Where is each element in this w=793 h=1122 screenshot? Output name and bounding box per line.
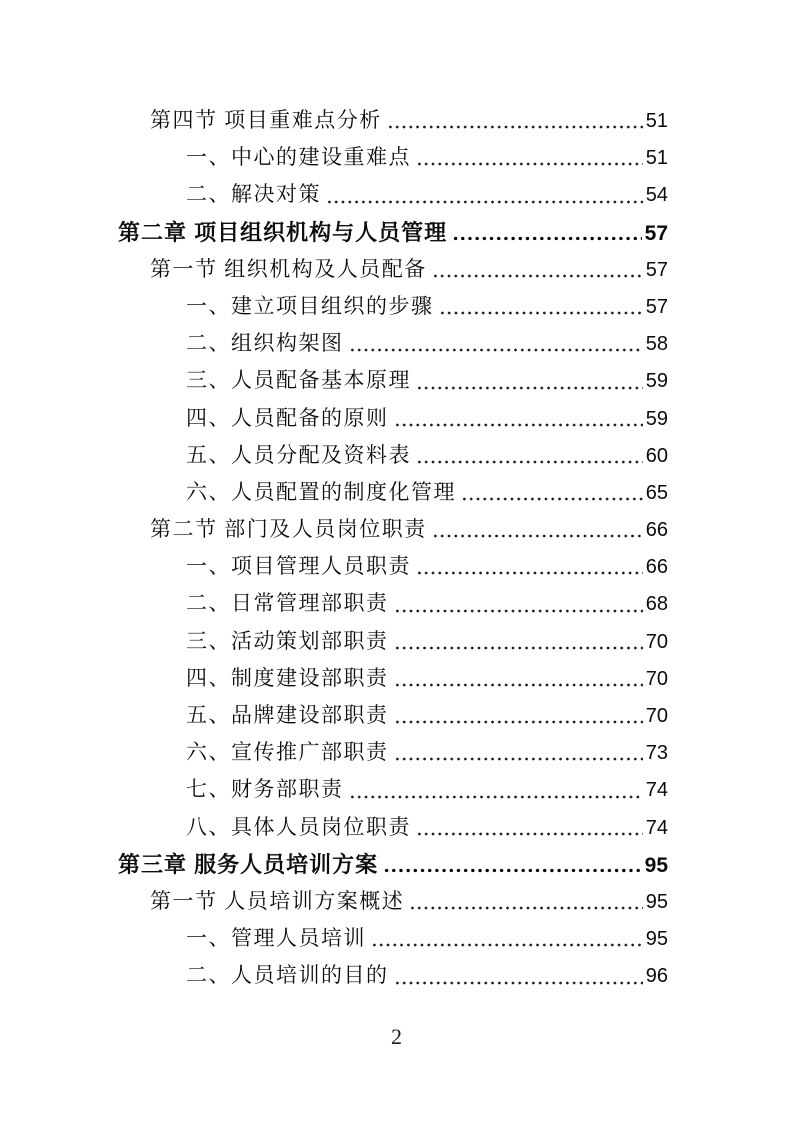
toc-entry-label: 四、人员配备的原则 xyxy=(186,405,389,430)
toc-entry-item[interactable] xyxy=(118,623,668,660)
dot-leader xyxy=(416,548,643,585)
dot-leader xyxy=(416,362,643,399)
dot-leader xyxy=(416,139,643,176)
dot-leader xyxy=(394,623,643,660)
toc-entry-page: 57 xyxy=(645,295,668,318)
toc-entry-page: 51 xyxy=(645,110,668,132)
toc-entry-item[interactable] xyxy=(118,660,668,697)
toc-entry-label: 第一节 组织机构及人员配备 xyxy=(150,256,427,281)
toc-entry-item[interactable] xyxy=(118,400,668,437)
toc-entry-label: 第二章 项目组织机构与人员管理 xyxy=(118,219,448,245)
toc-entry-item[interactable] xyxy=(118,176,668,213)
toc-entry-label: 第三章 服务人员培训方案 xyxy=(118,851,379,877)
toc-entry-item[interactable] xyxy=(118,697,668,734)
toc-entry-item[interactable] xyxy=(118,288,668,325)
toc-entry-label: 一、管理人员培训 xyxy=(186,926,366,951)
toc-entry-label: 第四节 项目重难点分析 xyxy=(150,108,382,132)
toc-entry-page: 74 xyxy=(645,816,668,839)
toc-entry-page: 66 xyxy=(645,519,668,542)
toc-entry-label: 八、具体人员岗位职责 xyxy=(186,814,411,839)
toc-entry-item[interactable] xyxy=(118,920,668,957)
toc-entry-section[interactable] xyxy=(118,251,668,288)
toc-entry-page: 60 xyxy=(645,444,668,467)
toc-entry-item[interactable] xyxy=(118,139,668,176)
toc-entry-item[interactable] xyxy=(118,585,668,622)
table-of-contents xyxy=(118,102,668,995)
dot-leader xyxy=(439,288,643,325)
toc-entry-section[interactable] xyxy=(118,883,668,920)
dot-leader xyxy=(416,809,643,846)
dot-leader xyxy=(349,325,643,362)
toc-entry-page: 96 xyxy=(645,965,668,988)
toc-entry-page: 70 xyxy=(645,667,668,690)
toc-entry-item[interactable] xyxy=(118,548,668,585)
toc-entry-page: 73 xyxy=(645,742,668,765)
toc-entry-label: 四、制度建设部职责 xyxy=(186,665,389,690)
toc-entry-item[interactable] xyxy=(118,957,668,994)
toc-entry-page: 51 xyxy=(645,147,668,170)
toc-entry-page: 95 xyxy=(645,890,668,913)
toc-entry-page: 95 xyxy=(645,928,668,951)
page-number: 2 xyxy=(391,1024,402,1049)
toc-entry-label: 二、组织构架图 xyxy=(186,331,344,356)
toc-entry-label: 三、人员配备基本原理 xyxy=(186,368,411,393)
toc-entry-page: 70 xyxy=(645,630,668,653)
toc-entry-item[interactable] xyxy=(118,734,668,771)
toc-entry-chapter[interactable] xyxy=(118,846,668,883)
toc-entry-page: 74 xyxy=(645,779,668,802)
toc-entry-item[interactable] xyxy=(118,771,668,808)
dot-leader xyxy=(461,474,643,511)
toc-entry-page: 68 xyxy=(645,593,668,616)
toc-entry-label: 三、活动策划部职责 xyxy=(186,628,389,653)
dot-leader xyxy=(409,883,643,920)
dot-leader xyxy=(416,437,643,474)
dot-leader xyxy=(394,697,643,734)
toc-entry-page: 70 xyxy=(645,705,668,727)
dot-leader xyxy=(432,511,643,548)
dot-leader xyxy=(349,771,643,808)
toc-entry-label: 第一节 人员培训方案概述 xyxy=(150,888,405,913)
dot-leader xyxy=(432,251,643,288)
toc-entry-section[interactable] xyxy=(118,511,668,548)
toc-entry-label: 一、中心的建设重难点 xyxy=(186,145,411,170)
dot-leader xyxy=(394,734,643,771)
toc-entry-label: 一、项目管理人员职责 xyxy=(186,554,411,579)
toc-entry-label: 二、解决对策 xyxy=(186,182,321,207)
toc-entry-item[interactable] xyxy=(118,437,668,474)
toc-entry-chapter[interactable] xyxy=(118,214,668,251)
toc-entry-item[interactable] xyxy=(118,474,668,511)
toc-entry-label: 七、财务部职责 xyxy=(186,777,344,802)
toc-entry-page: 58 xyxy=(645,333,668,356)
dot-leader xyxy=(371,920,643,957)
toc-entry-label: 六、人员配置的制度化管理 xyxy=(186,479,456,504)
toc-entry-label: 第二节 部门及人员岗位职责 xyxy=(150,517,427,542)
dot-leader xyxy=(383,846,642,883)
dot-leader xyxy=(394,585,643,622)
toc-entry-label: 一、建立项目组织的步骤 xyxy=(186,293,434,318)
toc-entry-item[interactable] xyxy=(118,362,668,399)
toc-entry-label: 五、人员分配及资料表 xyxy=(186,442,411,467)
toc-entry-page: 57 xyxy=(645,258,668,281)
toc-entry-item[interactable] xyxy=(118,325,668,362)
toc-entry-page: 59 xyxy=(645,370,668,393)
toc-entry-label: 六、宣传推广部职责 xyxy=(186,740,389,765)
toc-entry-page: 95 xyxy=(644,853,668,877)
dot-leader xyxy=(394,660,643,697)
toc-entry-item[interactable] xyxy=(118,809,668,846)
toc-entry-page: 57 xyxy=(644,221,668,245)
dot-leader xyxy=(387,102,643,139)
toc-entry-page: 66 xyxy=(645,556,668,579)
toc-entry-page: 65 xyxy=(645,481,668,504)
dot-leader xyxy=(326,176,643,213)
toc-entry-section[interactable] xyxy=(118,102,668,139)
dot-leader xyxy=(394,400,643,437)
dot-leader xyxy=(394,957,643,994)
toc-entry-page: 54 xyxy=(645,184,668,207)
toc-entry-label: 二、日常管理部职责 xyxy=(186,591,389,616)
dot-leader xyxy=(452,214,642,251)
toc-entry-label: 五、品牌建设部职责 xyxy=(186,703,389,727)
page-footer xyxy=(0,1022,793,1052)
toc-entry-page: 59 xyxy=(645,407,668,430)
toc-entry-label: 二、人员培训的目的 xyxy=(186,963,389,988)
